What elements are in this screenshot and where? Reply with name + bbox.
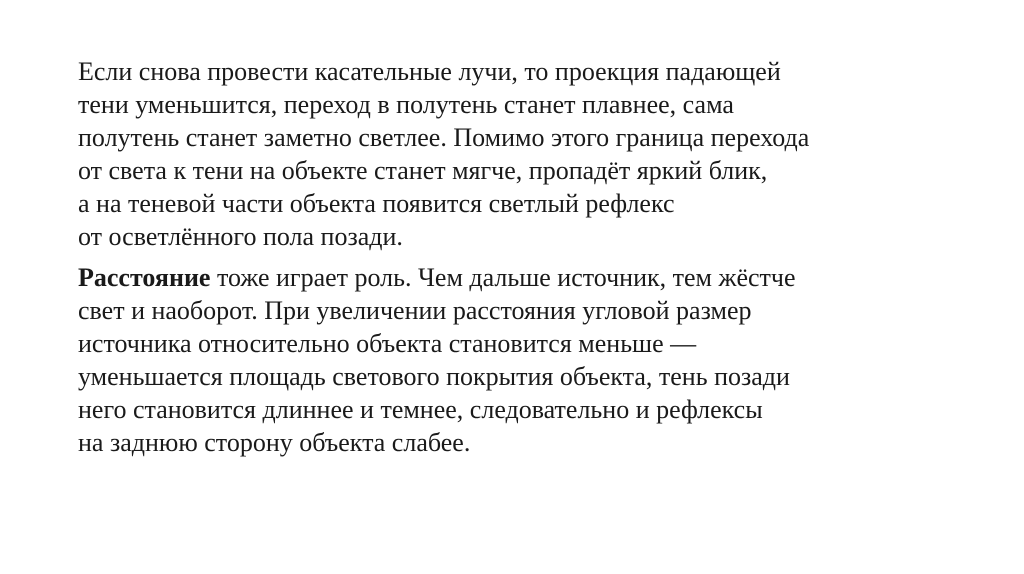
text-line: полутень станет заметно светлее. Помимо этого граница перехода: [78, 123, 810, 152]
text-line-first-rest: тоже играет роль. Чем дальше источник, тем жёстче: [210, 263, 796, 292]
text-line: источника относительно объекта становится меньше —: [78, 329, 697, 358]
text-line: от света к тени на объекте станет мягче, пропадёт яркий блик,: [78, 156, 768, 185]
text-line: а на теневой части объекта появится светлый рефлекс: [78, 189, 675, 218]
text-line-first: [78, 261, 958, 294]
text-line: Если снова провести касательные лучи, то проекция падающей: [78, 57, 781, 86]
text-block: [78, 55, 958, 459]
text-line: на заднюю сторону объекта слабее.: [78, 428, 471, 457]
text-line: уменьшается площадь светового покрытия объекта, тень позади: [78, 362, 790, 391]
text-line: свет и наоборот. При увеличении расстояния угловой размер: [78, 296, 752, 325]
paragraph-1: [78, 55, 958, 253]
text-line: тени уменьшится, переход в полутень станет плавнее, сама: [78, 90, 734, 119]
paragraph-2: [78, 261, 958, 459]
text-line: от осветлённого пола позади.: [78, 222, 403, 251]
bold-term: Расстояние: [78, 263, 211, 292]
text-line: него становится длиннее и темнее, следовательно и рефлексы: [78, 395, 763, 424]
